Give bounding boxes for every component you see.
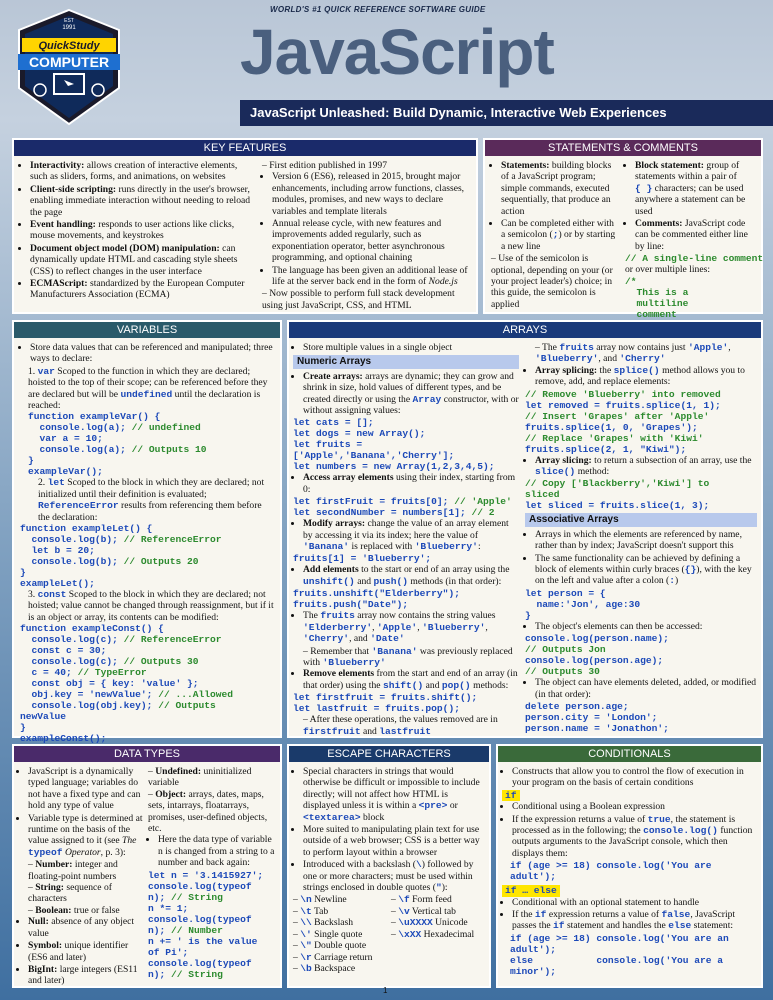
tagline: WORLD'S #1 QUICK REFERENCE SOFTWARE GUIDE (270, 5, 486, 14)
data-types-col-1: • JavaScript is a dynamically typed language; variables do not have a fixed type and can hold any type of value • Variable type is determined at runtime on the basis of the value assigned to it (see The typeof Operator, p. 3): – Number: integer and floating-point numbers – String: sequence of characters – Boolean: true or false • Null: absence of any object value • Symbol: unique identifier (ES6 and later) • BigInt: large integers (ES11 and later) (18, 766, 144, 988)
svg-text:EST: EST (64, 18, 74, 24)
statements-title: STATEMENTS & COMMENTS (485, 140, 761, 156)
statements-panel (483, 138, 764, 320)
conditionals-panel (496, 744, 763, 988)
statements-col-2: • Block statement: group of statements within a pair of { } characters; can be used anywhere a statement can be used • Comments: JavaScript code can be commented either line by line: // A single-line comment or over multiple lines: /* This is a multiline comment (625, 160, 755, 331)
page-title: JavaScript (240, 16, 554, 88)
data-types-panel (12, 744, 282, 988)
arrays-col-2: – The fruits array now contains just 'Apple', 'Blueberry', and 'Cherry' • Array splicing: the splice() method allows you to remove, add, and replace elements: // Remove 'Blueberry' into removed let removed = fruits.splice(1, 1); // Insert 'Grapes' after 'Apple' fruits.splice(1, 0, 'Grapes'); // Replace 'Grapes' with 'Kiwi' fruits.splice(2, 1, "Kiwi"); • Array slicing: to return a subsection of an array, use the slice() method: // Copy ['Blackberry','Kiwi'] to sliced let sliced = fruits.slice(1, 3); Associative Arrays • Arrays in which the elements are referenced by name, rather than by index; JavaScript doesn't support this • The same functionality can be achieved by defining a block of elements within curly braces ({}), with the key on the left and value after a colon (:) let person = { name:'Jon', age:30 } • The object's elements can then be accessed: console.log(person.name); // Outputs Jon console.log(person.age); // Outputs 30 • The object can have elements deleted, added, or modified (in that order): delete person.age; person.city = 'London'; person.name = 'Jonathon'; (525, 342, 757, 734)
variables-panel (12, 320, 282, 745)
quickstudy-computer-logo (14, 8, 124, 126)
arrays-title: ARRAYS (289, 322, 761, 338)
data-types-title: DATA TYPES (14, 746, 280, 762)
arrays-panel (287, 320, 763, 738)
variables-body: • Store data values that can be referenced and manipulated; three ways to declare: 1. var Scoped to the function in which they are declared; hoisted to the top of their scope; can be referenced before they are declared but will be undefined until the declaration is reached: function exampleVar() { console.log(a); // undefined var a = 10; console.log(a); // Outputs 10 } exampleVar(); 2. let Scoped to the block in which they are declared; not initialized until their definition is evaluated; ReferenceError results from referencing them before the declaration: function exampleLet() { console.log(b); // ReferenceError let b = 20; console.log(b); // Outputs 20 } exampleLet(); 3. const Scoped to the block in which they are declared; not hoisted; value cannot be changed through reassignment, but if it is an object or array, its contents can be modified: function exampleConst() { console.log(c); // ReferenceError const c = 30; console.log(c); // Outputs 30 c = 40; // TypeError const obj = { key: 'value' }; obj.key = 'newValue'; // ...Allowed console.log(obj.key); // Outputs newValue } exampleConst(); (20, 342, 274, 744)
key-features-panel (12, 138, 478, 314)
conditionals-body: • Constructs that allow you to control the flow of execution in your program on the basis of certain conditions if • Conditional using a Boolean expression • If the expression returns a value of true, the statement is processed as in the following; the console.log() function outputs arguments to the JavaScript console, which then displays them: if (age >= 18) console.log('You are adult'); if … else • Conditional with an optional statement to handle • If the if expression returns a value of false, JavaScript passes the if statement and handles the else statement: if (age >= 18) console.log('You are an adult'); else console.log('You are a minor'); (502, 766, 754, 977)
subtitle: JavaScript Unleashed: Build Dynamic, Interactive Web Experiences (250, 105, 667, 120)
svg-text:COMPUTER: COMPUTER (28, 54, 110, 70)
conditionals-title: CONDITIONALS (498, 746, 761, 762)
svg-text:QuickStudy: QuickStudy (38, 40, 100, 52)
escape-title: ESCAPE CHARACTERS (289, 746, 489, 762)
key-features-title: KEY FEATURES (14, 140, 476, 156)
variables-title: VARIABLES (14, 322, 280, 338)
arrays-col-1: • Store multiple values in a single object Numeric Arrays • Create arrays: arrays are dynamic; they can grow and shrink in size, hold values of different types, and be created directly or using the Array constructor, with or without assigning values: let cats = []; let dogs = new Array(); let fruits = ['Apple','Banana','Cherry']; let numbers = new Array(1,2,3,4,5); • Access array elements using their index, starting from 0: let firstFruit = fruits[0]; // 'Apple' let secondNumber = numbers[1]; // 2 • Modify arrays: change the value of an array element by accessing it via its index; here the value of 'Banana' is replaced with 'Blueberry': fruits[1] = 'Blueberry'; • Add elements to the start or end of an array using the unshift() and push() methods (in that order): fruits.unshift("Elderberry"); fruits.push("Date"); • The fruits array now contains the string values 'Elderberry', 'Apple', 'Blueberry', 'Cherry', and 'Date' – Remember that 'Banana' was previously replaced with 'Blueberry' • Remove elements from the start and end of an array (in that order) using the shift() and pop() methods: let firstfruit = fruits.shift(); let lastfruit = fruits.pop(); – After these operations, the values removed are in firstfruit and lastfruit (293, 342, 519, 737)
data-types-col-2: – Undefined: uninitialized variable – Object: arrays, dates, maps, sets, intarrays, floatarrays, promises, user-defined objects, etc. • Here the data type of variable n is changed from a string to a number and back again: let n = '3.1415927'; console.log(typeof n); // String n *= 1; console.log(typeof n); // Number n += ' is the value of Pi'; console.log(typeof n); // String (148, 766, 276, 980)
svg-text:1991: 1991 (62, 25, 76, 31)
page-number: 1 (383, 986, 388, 995)
statements-col-1: • Statements: building blocks of a JavaScript program; simple commands, executed sequentially, that produce an action • Can be completed either with a semicolon (;) or by starting a new line – Use of the semicolon is optional, depending on your (or your project leader's) choice; in this guide, the semicolon is applied (491, 160, 619, 310)
escape-body: • Special characters in strings that would otherwise be difficult or impossible to include directly; will not affect how HTML is displayed unless it is within a <pre> or <textarea> block • More suited to manipulating plain text for use outside of a web browser; CSS is a better way to perform layout within a browser • Introduced with a backslash (\) followed by one or more characters; must be used within strings enclosed in double quotes ("): – \n Newline – \t Tab – \\ Backslash – \' Single quote – \" Double quote – \r Carriage return – \b Backspace – \f Form feed – \v Vertical tab – \uXXXX Unicode – \xXX Hexadecimal (293, 766, 483, 974)
key-features-col-1: • Interactivity: allows creation of interactive elements, such as sliders, forms, and animations, on websites • Client-side scripting: runs directly in the user's browser, enabling immediate interaction without needing to reload the page • Event handling: responds to user actions like clicks, mouse movements, and keystrokes • Document object model (DOM) manipulation: can dynamically update HTML and cascading style sheets (CSS) to reflect changes in the user interface • ECMAScript: standardized by the European Computer Manufacturers Association (ECMA) (20, 160, 256, 302)
header (0, 0, 773, 135)
key-features-col-2: – First edition published in 1997 • Version 6 (ES6), released in 2015, brought major enhancements, including arrow functions, classes, modules, promises, and new ways to declare variables and template literals • Annual release cycle, with new features and improvements added regularly, such as exponentiation operator, better asynchronous programming, and optional chaining • The language has been given an additional lease of life at the server back end in the form of Node.js – Now possible to perform full stack development using just JavaScript, CSS, and HTML (262, 160, 472, 311)
escape-panel (287, 744, 491, 988)
